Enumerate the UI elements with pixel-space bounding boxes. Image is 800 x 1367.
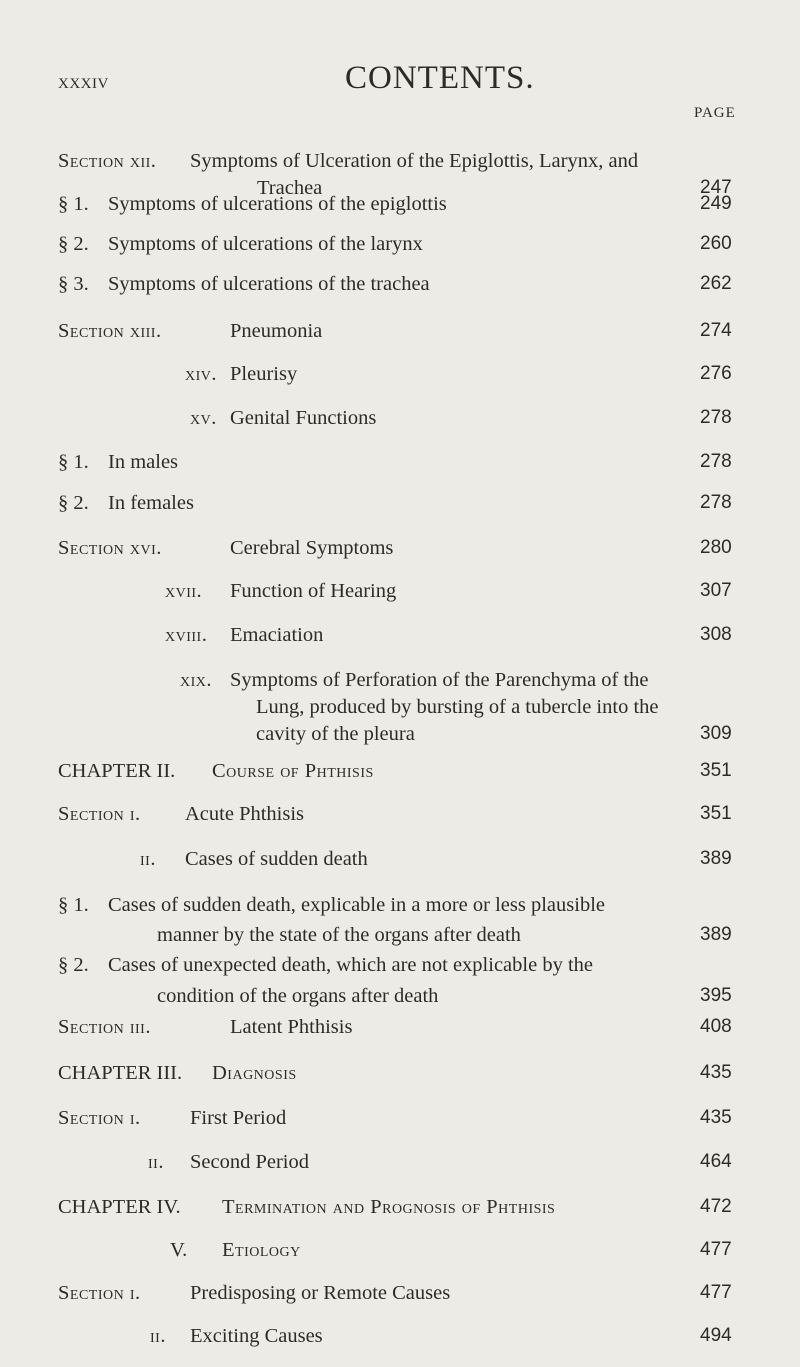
toc-entry-title: Symptoms of Perforation of the Parenchyma of the: [230, 668, 649, 691]
toc-entry-label: § 2.: [58, 954, 89, 977]
toc-entry-label: ii.: [150, 1325, 166, 1347]
toc-entry-page-number: 309: [700, 722, 732, 744]
toc-entry-label: xv.: [190, 406, 217, 429]
toc-entry-title: Function of Hearing: [230, 579, 397, 602]
toc-entry-title: Pleurisy: [230, 363, 298, 386]
toc-entry-page-number: 389: [700, 847, 732, 869]
toc-entry-label: Section xii.: [58, 150, 157, 172]
toc-entry-page-number: 435: [700, 1061, 732, 1083]
toc-entry-page-number: 278: [700, 406, 732, 428]
toc-entry-title: Second Period: [190, 1150, 309, 1173]
toc-entry-title: Symptoms of Ulceration of the Epiglottis, Larynx, and: [190, 150, 639, 172]
toc-entry-page-number: 280: [700, 537, 732, 559]
toc-entry-label: CHAPTER IV.: [58, 1196, 181, 1219]
toc-entry-title: Cases of sudden death, explicable in a more or less plausible: [108, 894, 605, 917]
toc-entry-title: Symptoms of ulcerations of the larynx: [108, 233, 423, 256]
toc-entry-label: Section i.: [58, 1282, 141, 1305]
toc-entry-title: Cerebral Symptoms: [230, 537, 394, 560]
toc-entry-title: Exciting Causes: [190, 1325, 323, 1347]
toc-entry-label: Section xiii.: [58, 319, 162, 342]
toc-entry-page-number: 389: [700, 924, 732, 946]
toc-entry-label: xviii.: [165, 624, 208, 647]
toc-entry-title: First Period: [190, 1107, 287, 1130]
toc-entry-label: xvii.: [165, 579, 203, 602]
page-column-heading: PAGE: [694, 105, 736, 121]
toc-entry-label: xiv.: [185, 363, 218, 386]
toc-entry-label: V.: [170, 1238, 188, 1261]
toc-entry-page-number: 472: [700, 1196, 732, 1218]
toc-entry-label: § 1.: [58, 894, 89, 917]
toc-entry-page-number: 262: [700, 273, 732, 295]
toc-entry-page-number: 408: [700, 1016, 732, 1038]
toc-entry-label: Section xvi.: [58, 537, 162, 560]
toc-entry-page-number: 276: [700, 363, 732, 385]
toc-entry-label: Section iii.: [58, 1016, 151, 1039]
toc-entry-title: Cases of unexpected death, which are not explicable by the: [108, 954, 593, 977]
toc-entry-page-number: 494: [700, 1325, 732, 1346]
toc-entry-label: § 2.: [58, 233, 89, 256]
page-folio: xxxiv: [58, 68, 109, 93]
toc-entry-label: § 1.: [58, 451, 89, 474]
toc-entry-title: Emaciation: [230, 624, 324, 647]
toc-entry-label: Section i.: [58, 1107, 141, 1130]
toc-entry-title: Course of Phthisis: [212, 759, 374, 782]
toc-entry-label: ii.: [140, 847, 156, 870]
toc-entry-title: Diagnosis: [212, 1061, 297, 1084]
toc-entry-label: CHAPTER III.: [58, 1061, 183, 1084]
toc-entry-page-number: 249: [700, 192, 732, 214]
toc-entry-label: § 2.: [58, 491, 89, 514]
toc-entry-page-number: 247: [700, 176, 732, 198]
toc-entry-label: ii.: [148, 1150, 164, 1173]
toc-entry-title: condition of the organs after death: [157, 984, 439, 1007]
toc-entry-title: Cases of sudden death: [185, 847, 368, 870]
toc-entry-page-number: 278: [700, 491, 732, 513]
toc-entry-page-number: 274: [700, 319, 732, 341]
toc-entry-label: § 3.: [58, 273, 89, 296]
toc-entry-title: Acute Phthisis: [185, 803, 305, 826]
toc-entry-page-number: 351: [700, 803, 732, 825]
toc-entry-title: Symptoms of ulcerations of the epiglottis: [108, 192, 447, 215]
toc-entry-title: Predisposing or Remote Causes: [190, 1282, 451, 1305]
toc-entry-title: In males: [108, 451, 179, 474]
toc-entry-title: Symptoms of ulcerations of the trachea: [108, 273, 430, 296]
toc-entry-page-number: 477: [700, 1282, 732, 1304]
toc-entry-page-number: 307: [700, 579, 732, 601]
toc-entry-label: xix.: [180, 668, 213, 691]
toc-entry-title: Pneumonia: [230, 319, 323, 342]
toc-entry-title: Termination and Prognosis of Phthisis: [222, 1196, 556, 1219]
toc-entry-label: Section i.: [58, 803, 141, 826]
toc-entry-title: Latent Phthisis: [230, 1016, 353, 1039]
toc-entry-title: Trachea: [257, 176, 323, 199]
toc-entry-title: Genital Functions: [230, 406, 377, 429]
toc-entry-title: Lung, produced by bursting of a tubercle into the: [256, 695, 659, 718]
toc-entry-title: manner by the state of the organs after death: [157, 924, 521, 947]
toc-entry-label: CHAPTER II.: [58, 759, 176, 782]
toc-entry-page-number: 464: [700, 1150, 732, 1172]
toc-entry-page-number: 308: [700, 624, 732, 646]
toc-entry-label: § 1.: [58, 192, 89, 215]
page-title: CONTENTS.: [345, 60, 535, 96]
toc-entry-title: cavity of the pleura: [256, 722, 415, 745]
toc-entry-title: In females: [108, 491, 194, 514]
toc-entry-page-number: 278: [700, 451, 732, 473]
toc-entry-title: Etiology: [222, 1238, 301, 1261]
toc-entry-page-number: 351: [700, 759, 732, 781]
toc-entry-page-number: 477: [700, 1238, 732, 1260]
toc-entry-page-number: 260: [700, 233, 732, 255]
toc-entry-page-number: 435: [700, 1107, 732, 1129]
toc-entry-page-number: 395: [700, 984, 732, 1006]
